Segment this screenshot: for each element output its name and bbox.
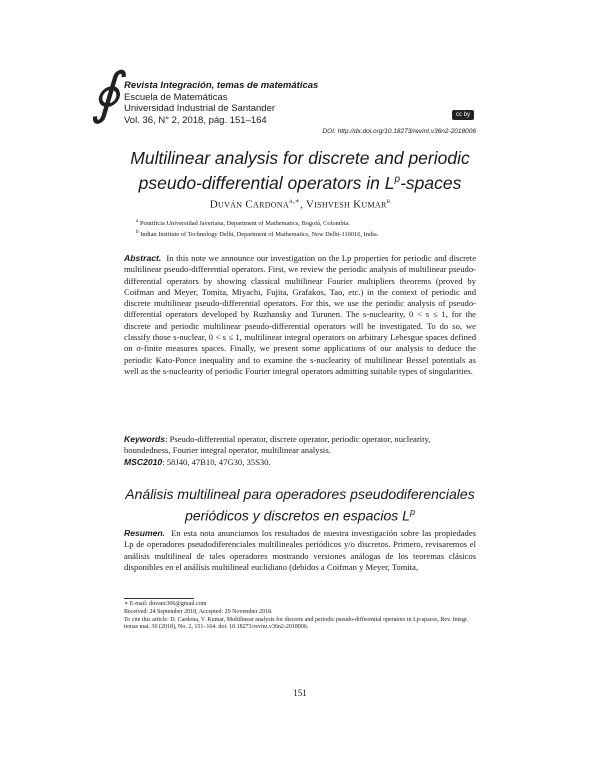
footnote-divider [124,598,194,599]
paper-title [60,147,540,194]
abstract-text: In this note we announce our investigation on the Lp properties for periodic and discrete multilinear pseudo-differential operators. First, we review the periodic analysis of multilinear pseudo-differential operators by showing classical multilinear Fourier multipliers theorems (proved by Coifman and Meyer, Tomita, Miyachi, Fujita, Grafakos, Tao, etc.) in the context of periodic and discrete multilinear pseudo-differential operators. For this, we use the periodic analysis of pseudo-differential operators developed by Ruzhansky and Turunen. The s-nuclearity, 0 < s ≤ 1, for the discrete and periodic multilinear pseudo-differential operators will be investigated. To do so, we classify those s-nuclear, 0 < s ≤ 1, multilinear integral operators on arbitrary Lebesgue spaces defined on σ-finite measures spaces. Finally, we present some applications of our analysis to deduce the periodic Kato-Ponce inequality and to examine the s-nuclearity of multilinear Bessel potentials as well as the s-nuclearity of periodic Fourier integral operators admitting suitable types of singularities. [124,253,477,376]
cc-license-icon[interactable]: cc by [452,110,474,120]
author-list [0,197,600,211]
journal-info [124,80,318,126]
title-line-2: pseudo-differential operators in $L^p$-spaces [138,172,462,193]
journal-name: Revista Integración, temas de matemáticas [124,80,319,91]
spanish-title-line-2: periódicos y discretos en espacios $L^p$ [185,507,415,524]
author-name: Duván Cardona [209,198,290,211]
title-line-1: Multilinear analysis for discrete and periodic [130,148,470,168]
keywords-label: Keywords [124,434,166,444]
journal-school: Escuela de Matemáticas [124,91,228,103]
resumen [124,528,476,573]
resumen-label: Resumen. [124,528,166,538]
footnote-citation: To cite this article: D. Cardona, V. Kumar, Multilinear analysis for discrete and periodic pseudo-differential operators in Lp-spaces, Rev. Integr. temas mat. 36 (2018), No. 2, 151–164. doi: 10.18273/revint.v36n2-2018006. [124,616,469,631]
affiliation-a: $^a$ Pontificia Universidad Javeriana, Department of Mathematics, Bogotá, Colombia. [136,218,350,228]
abstract-label: Abstract. [124,253,162,263]
spanish-title-line-1: Análisis multilineal para operadores pseudodiferenciales [125,486,475,502]
journal-volume: Vol. 36, N° 2, 2018, pág. 151–164 [124,114,267,126]
affiliation-b: $^b$ Indian Institute of Technology Delhi, Department of Mathematics, New Delhi-110016, India. [136,229,379,239]
page-number: 151 [293,688,307,698]
footnotes [124,601,476,632]
abstract [124,253,476,377]
resumen-text: En esta nota anunciamos los resultados de nuestra investigación sobre las propiedades Lp de operadores pseudodiferenciales multilineales periódicos y/o discretos. Primero, revisaremos el análisis multilineal de tales operadores mostrando versiones análogas de los teoremas clásicos disponibles en el análisis multilineal euclidiano (debidos a Coifman y Meyer, Tomita, [124,528,477,572]
spanish-title [60,485,540,525]
journal-university: Universidad Industrial de Santander [124,103,276,114]
author-marker: b [386,197,391,205]
keywords-block [124,434,476,468]
footnote-email: ∗ E-mail: duvanc306@gmail.com [124,601,207,607]
doi-link[interactable]: DOI: http://dx.doi.org/10.18273/revint.v36n2-2018006 [322,128,476,135]
msc-label: MSC2010 [124,456,163,467]
journal-logo-icon: ∮ [91,63,121,125]
author-marker: a,∗ [289,197,301,205]
msc-text: : 58J40, 47B10, 47G30, 35S30. [162,456,271,467]
author-name: , Vishvesh Kumar [300,198,387,211]
keywords-text: : Pseudo-differential operator, discrete operator, periodic operator, nuclearity, boundedness, Fourier integral operator, multilinear analysis. [124,434,431,456]
footnote-received: Received: 24 September 2018, Accepted: 29 November 2018. [124,608,273,615]
